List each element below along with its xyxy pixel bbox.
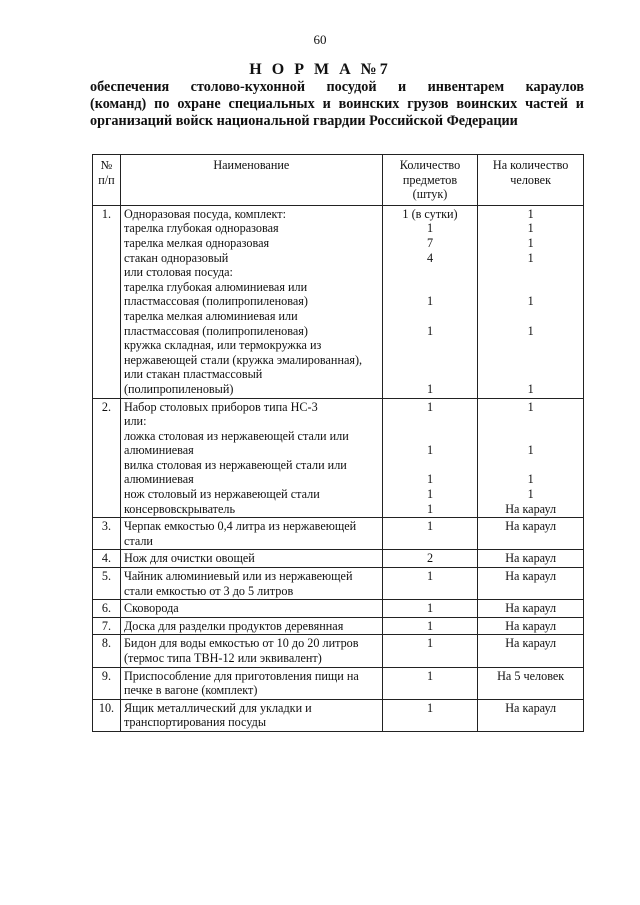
quantity-value: 1 xyxy=(426,323,434,338)
people-value xyxy=(481,309,580,324)
row-number: 1. xyxy=(93,205,121,398)
item-name-line: ложка столовая из нержавеющей стали или xyxy=(123,428,349,443)
quantity-value: 1 xyxy=(426,519,434,534)
quantity-value: 1 xyxy=(426,601,434,616)
subtitle-line: обеспечения столово-кухонной посудой и инвентарем караулов xyxy=(90,79,584,95)
item-name-line: тарелка глубокая алюминиевая или xyxy=(123,279,308,294)
header-text: (штук) xyxy=(412,187,448,202)
header-text: № xyxy=(100,158,113,172)
item-name-line: пластмассовая (полипропиленовая) xyxy=(123,294,308,309)
people-value xyxy=(481,280,580,295)
people-value: 1 xyxy=(527,323,534,338)
item-name-line: алюминиевая xyxy=(123,443,194,458)
document-subtitle xyxy=(90,79,584,130)
people-value: 1 xyxy=(527,221,534,236)
item-quantity xyxy=(382,635,478,667)
quantity-value xyxy=(386,534,475,549)
table-row xyxy=(93,617,584,635)
people-value: 1 xyxy=(527,381,534,396)
people-value: 1 xyxy=(527,250,534,265)
row-number: 10. xyxy=(93,699,121,731)
quantity-value xyxy=(386,651,475,666)
quantity-value: 1 xyxy=(426,569,434,584)
quantity-value: 1 xyxy=(426,399,434,414)
item-name-line: Чайник алюминиевый или из нержавеющей xyxy=(123,569,353,584)
item-name-line: Черпак емкостью 0,4 литра из нержавеющей xyxy=(123,519,357,534)
quantity-value: 1 xyxy=(426,618,434,633)
header-text: Наименование xyxy=(213,158,290,172)
table-row xyxy=(93,600,584,618)
people-value: На караул xyxy=(505,601,557,616)
quantity-value: 1 xyxy=(426,487,434,502)
quantity-value: 1 xyxy=(426,381,434,396)
item-name xyxy=(120,518,382,550)
quantity-value: 1 xyxy=(426,443,434,458)
item-name xyxy=(120,568,382,600)
header-quantity xyxy=(382,155,478,206)
item-people xyxy=(478,617,584,635)
item-name-line: тарелка глубокая одноразовая xyxy=(123,221,279,236)
item-name-line: печке в вагоне (комплект) xyxy=(123,683,258,698)
header-number xyxy=(93,155,121,206)
item-name-line: Доска для разделки продуктов деревянная xyxy=(123,618,344,633)
item-name-line: пластмассовая (полипропиленовая) xyxy=(123,323,308,338)
header-name xyxy=(120,155,382,206)
item-name-line: кружка складная, или термокружка из xyxy=(123,338,322,353)
people-value xyxy=(481,414,580,429)
people-value: На караул xyxy=(505,569,557,584)
people-value: На караул xyxy=(505,700,557,715)
item-quantity xyxy=(382,568,478,600)
table-row xyxy=(93,550,584,568)
people-value xyxy=(481,367,580,382)
people-value: 1 xyxy=(527,472,534,487)
item-name-line: алюминиевая xyxy=(123,472,194,487)
quantity-value xyxy=(386,280,475,295)
people-value xyxy=(481,429,580,444)
quantity-value xyxy=(386,584,475,599)
row-number: 3. xyxy=(93,518,121,550)
quantity-value: 4 xyxy=(426,250,434,265)
item-quantity xyxy=(382,398,478,518)
quantity-value xyxy=(386,265,475,280)
item-name-line: Бидон для воды емкостью от 10 до 20 литров xyxy=(123,636,359,651)
item-people xyxy=(478,550,584,568)
quantity-value: 1 xyxy=(426,472,434,487)
page-number: 60 xyxy=(313,32,327,47)
item-name-line: стали xyxy=(123,533,153,548)
quantity-value xyxy=(386,338,475,353)
item-quantity xyxy=(382,617,478,635)
item-name xyxy=(120,667,382,699)
header-text: Количество xyxy=(399,158,461,172)
item-name xyxy=(120,699,382,731)
item-name-line: Ящик металлический для укладки и xyxy=(123,700,312,715)
item-name xyxy=(120,205,382,398)
item-quantity xyxy=(382,699,478,731)
item-name-line: или столовая посуда: xyxy=(123,265,233,280)
people-value xyxy=(481,683,580,698)
item-name-line: консервовскрыватель xyxy=(123,501,236,516)
item-people xyxy=(478,205,584,398)
row-number: 5. xyxy=(93,568,121,600)
row-number: 9. xyxy=(93,667,121,699)
table-row xyxy=(93,518,584,550)
people-value: 1 xyxy=(527,206,534,221)
item-quantity xyxy=(382,667,478,699)
item-quantity xyxy=(382,518,478,550)
item-name-line: или стакан пластмассовый xyxy=(123,367,263,382)
row-number: 7. xyxy=(93,617,121,635)
item-name-line: Набор столовых приборов типа НС-3 xyxy=(123,399,318,414)
table-header-row xyxy=(93,155,584,206)
table-row xyxy=(93,699,584,731)
item-quantity xyxy=(382,205,478,398)
people-value xyxy=(481,651,580,666)
quantity-value xyxy=(386,683,475,698)
people-value xyxy=(481,584,580,599)
quantity-value: 1 xyxy=(426,501,434,516)
people-value xyxy=(481,338,580,353)
item-name-line: или: xyxy=(123,414,147,429)
item-people xyxy=(478,600,584,618)
item-name-line: Приспособление для приготовления пищи на xyxy=(123,668,359,683)
item-people xyxy=(478,699,584,731)
quantity-value: 2 xyxy=(426,551,434,566)
item-name-line: транспортирования посуды xyxy=(123,715,267,730)
header-text: На количество xyxy=(492,158,569,172)
people-value xyxy=(481,458,580,473)
header-text: человек xyxy=(510,172,552,187)
quantity-value xyxy=(386,309,475,324)
people-value xyxy=(481,715,580,730)
item-name-line: Сковорода xyxy=(123,601,179,616)
table-row xyxy=(93,667,584,699)
item-quantity xyxy=(382,600,478,618)
quantity-value: 1 (в сутки) xyxy=(402,206,458,221)
table-row xyxy=(93,205,584,398)
item-name-line: (полипропиленовый) xyxy=(123,381,234,396)
document-heading: Н О Р М А №7 xyxy=(249,61,391,78)
people-value: 1 xyxy=(527,294,534,309)
item-name xyxy=(120,635,382,667)
item-people xyxy=(478,667,584,699)
norm-table xyxy=(92,154,584,732)
item-name xyxy=(120,617,382,635)
quantity-value xyxy=(386,353,475,368)
item-name-line: Нож для очистки овощей xyxy=(123,551,255,566)
header-text: п/п xyxy=(98,172,115,187)
table-row xyxy=(93,568,584,600)
item-people xyxy=(478,398,584,518)
quantity-value: 1 xyxy=(426,668,434,683)
people-value: 1 xyxy=(527,399,534,414)
people-value: На караул xyxy=(505,501,557,516)
item-name xyxy=(120,550,382,568)
subtitle-line: организаций войск национальной гвардии Российской Федерации xyxy=(90,113,518,129)
subtitle-line: (команд) по охране специальных и воинских грузов воинских частей и xyxy=(90,96,584,112)
quantity-value: 1 xyxy=(426,221,434,236)
header-text: предметов xyxy=(402,172,458,187)
people-value: 1 xyxy=(527,235,534,250)
item-name-line: вилка столовая из нержавеющей стали или xyxy=(123,457,347,472)
people-value xyxy=(481,265,580,280)
people-value: На 5 человек xyxy=(497,668,565,683)
people-value: На караул xyxy=(505,551,557,566)
table-body xyxy=(93,205,584,731)
people-value: 1 xyxy=(527,487,534,502)
item-name-line: нож столовый из нержавеющей стали xyxy=(123,487,320,502)
quantity-value: 1 xyxy=(426,294,434,309)
table-row xyxy=(93,635,584,667)
people-value: На караул xyxy=(505,636,557,651)
item-name-line: стали емкостью от 3 до 5 литров xyxy=(123,583,294,598)
table-row xyxy=(93,398,584,518)
people-value xyxy=(481,353,580,368)
row-number: 2. xyxy=(93,398,121,518)
people-value xyxy=(481,534,580,549)
people-value: На караул xyxy=(505,618,557,633)
row-number: 6. xyxy=(93,600,121,618)
quantity-value xyxy=(386,715,475,730)
item-name-line: тарелка мелкая алюминиевая или xyxy=(123,308,298,323)
people-value: 1 xyxy=(527,443,534,458)
item-name-line: (термос типа ТВН-12 или эквивалент) xyxy=(123,651,322,665)
item-name-line: нержавеющей стали (кружка эмалированная), xyxy=(123,352,363,367)
quantity-value xyxy=(386,367,475,382)
item-people xyxy=(478,635,584,667)
quantity-value: 1 xyxy=(426,700,434,715)
header-people xyxy=(478,155,584,206)
item-name xyxy=(120,398,382,518)
quantity-value xyxy=(386,414,475,429)
item-name xyxy=(120,600,382,618)
people-value: На караул xyxy=(505,519,557,534)
item-name-line: Одноразовая посуда, комплект: xyxy=(123,206,286,221)
quantity-value: 1 xyxy=(426,636,434,651)
item-name-line: стакан одноразовый xyxy=(123,250,229,265)
item-name-line: тарелка мелкая одноразовая xyxy=(123,235,270,250)
row-number: 8. xyxy=(93,635,121,667)
item-people xyxy=(478,568,584,600)
quantity-value xyxy=(386,429,475,444)
quantity-value: 7 xyxy=(426,235,434,250)
quantity-value xyxy=(386,458,475,473)
item-quantity xyxy=(382,550,478,568)
item-people xyxy=(478,518,584,550)
row-number: 4. xyxy=(93,550,121,568)
